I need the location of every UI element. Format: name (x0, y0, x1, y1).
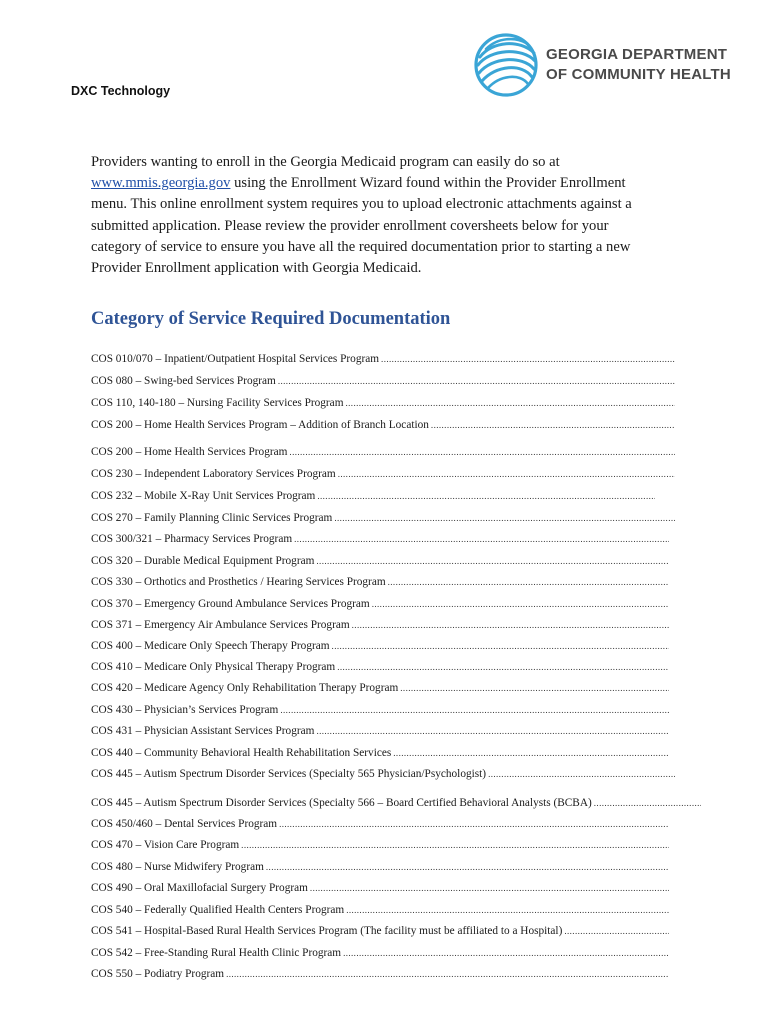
toc-entry-label: COS 470 – Vision Care Program (91, 839, 240, 851)
toc-entry[interactable] (91, 640, 669, 653)
mmis-link[interactable]: www.mmis.georgia.gov (91, 175, 231, 192)
toc-dot-leader (431, 419, 675, 432)
globe-swirl-icon (472, 31, 540, 99)
toc-entry[interactable] (91, 446, 675, 459)
toc-dot-leader (338, 468, 675, 481)
toc-dot-leader (278, 375, 675, 388)
toc-entry-label: COS 480 – Nurse Midwifery Program (91, 861, 264, 873)
toc-entry-label: COS 445 – Autism Spectrum Disorder Services (Specialty 566 – Board Certified Behavioral Analysts (BCBA) (91, 797, 592, 809)
toc-entry[interactable] (91, 661, 669, 674)
toc-entry-label: COS 440 – Community Behavioral Health Rehabilitation Services (91, 747, 392, 759)
toc-entry-label: COS 200 – Home Health Services Program – Addition of Branch Location (91, 419, 429, 431)
toc-entry[interactable] (91, 598, 669, 611)
toc-entry-label: COS 371 – Emergency Air Ambulance Services Program (91, 619, 350, 631)
intro-paragraph (91, 152, 661, 279)
toc-dot-leader (334, 512, 675, 525)
toc-entry[interactable] (91, 512, 675, 525)
toc-entry-label: COS 330 – Orthotics and Prosthetics / Hearing Services Program (91, 576, 386, 588)
toc-dot-leader (317, 490, 655, 503)
logo-line-2: OF COMMUNITY HEALTH (546, 66, 731, 83)
toc-dot-leader (594, 797, 701, 810)
toc-entry[interactable] (91, 490, 655, 503)
toc-entry-label: COS 320 – Durable Medical Equipment Program (91, 555, 315, 567)
toc-dot-leader (393, 747, 669, 760)
toc-dot-leader (372, 598, 669, 611)
toc-entry[interactable] (91, 882, 669, 895)
toc-entry[interactable] (91, 619, 669, 632)
toc-entry-label: COS 300/321 – Pharmacy Services Program (91, 533, 293, 545)
company-name: DXC Technology (71, 84, 171, 98)
toc-entry[interactable] (91, 555, 669, 568)
toc-entry[interactable] (91, 818, 669, 831)
toc-entry[interactable] (91, 861, 669, 874)
toc-entry[interactable] (91, 925, 669, 938)
toc-entry-label: COS 445 – Autism Spectrum Disorder Services (Specialty 565 Physician/Psychologist) (91, 768, 487, 780)
toc-entry-label: COS 200 – Home Health Services Program (91, 446, 288, 458)
toc-entry-label: COS 430 – Physician’s Services Program (91, 704, 279, 716)
toc-dot-leader (279, 818, 669, 831)
toc-dot-leader (289, 446, 675, 459)
toc-entry[interactable] (91, 375, 675, 388)
toc-entry-label: COS 110, 140-180 – Nursing Facility Services Program (91, 397, 344, 409)
toc-dot-leader (400, 682, 669, 695)
toc-dot-leader (280, 704, 669, 717)
toc-entry[interactable] (91, 419, 675, 432)
toc-dot-leader (346, 904, 669, 917)
toc-entry-label: COS 550 – Podiatry Program (91, 968, 225, 980)
toc-dot-leader (381, 353, 675, 366)
toc-dot-leader (316, 555, 669, 568)
toc-entry-label: COS 232 – Mobile X-Ray Unit Services Program (91, 490, 316, 502)
toc-entry-label: COS 542 – Free-Standing Rural Health Clinic Program (91, 947, 342, 959)
toc-entry-label: COS 010/070 – Inpatient/Outpatient Hospital Services Program (91, 353, 380, 365)
toc-dot-leader (388, 576, 669, 589)
toc-dot-leader (332, 640, 669, 653)
toc-dot-leader (294, 533, 669, 546)
toc-dot-leader (337, 661, 669, 674)
toc-entry[interactable] (91, 576, 669, 589)
toc-entry[interactable] (91, 353, 675, 366)
toc-entry[interactable] (91, 533, 669, 546)
toc-dot-leader (226, 968, 669, 981)
toc-entry[interactable] (91, 947, 669, 960)
toc-entry-label: COS 270 – Family Planning Clinic Services Program (91, 512, 333, 524)
toc-entry[interactable] (91, 682, 669, 695)
section-heading: Category of Service Required Documentation (91, 309, 451, 329)
toc-dot-leader (346, 397, 676, 410)
intro-text-end: using the Enrollment Wizard found within the Provider Enrollment menu. This online enrollment system requires you to upload electronic attachments against a submitted application. Please review the provider enrollment coversheets below for your category of service to ensure you have all the required documentation prior to starting a new Provider Enrollment application with Georgia Medicaid. (91, 175, 632, 277)
toc-entry[interactable] (91, 704, 669, 717)
intro-text-start: Providers wanting to enroll in the Georgia Medicaid program can easily do so at (91, 154, 560, 170)
toc-entry[interactable] (91, 839, 669, 852)
toc-dot-leader (266, 861, 669, 874)
agency-logo (472, 31, 731, 99)
toc-entry-label: COS 420 – Medicare Agency Only Rehabilitation Therapy Program (91, 682, 399, 694)
toc-entry[interactable] (91, 468, 675, 481)
toc-entry[interactable] (91, 725, 669, 738)
toc-dot-leader (352, 619, 669, 632)
toc-dot-leader (343, 947, 669, 960)
logo-line-1: GEORGIA DEPARTMENT (546, 46, 728, 63)
toc-entry[interactable] (91, 968, 669, 981)
toc-dot-leader (316, 725, 669, 738)
toc-entry-label: COS 080 – Swing-bed Services Program (91, 375, 276, 387)
toc-dot-leader (241, 839, 669, 852)
toc-dot-leader (564, 925, 669, 938)
toc-entry[interactable] (91, 797, 701, 810)
toc-entry-label: COS 230 – Independent Laboratory Services Program (91, 468, 336, 480)
toc-entry-label: COS 370 – Emergency Ground Ambulance Services Program (91, 598, 370, 610)
toc-dot-leader (310, 882, 669, 895)
toc-entry-label: COS 450/460 – Dental Services Program (91, 818, 278, 830)
toc-entry-label: COS 400 – Medicare Only Speech Therapy Program (91, 640, 330, 652)
toc-dot-leader (488, 768, 675, 781)
toc-entry-label: COS 431 – Physician Assistant Services Program (91, 725, 315, 737)
toc-entry-label: COS 490 – Oral Maxillofacial Surgery Program (91, 882, 308, 894)
toc-entry[interactable] (91, 747, 669, 760)
toc-entry-label: COS 541 – Hospital-Based Rural Health Services Program (The facility must be affiliated to a Hospital) (91, 925, 563, 937)
toc-entry[interactable] (91, 397, 675, 410)
toc-entry-label: COS 540 – Federally Qualified Health Centers Program (91, 904, 345, 916)
toc-entry[interactable] (91, 904, 669, 917)
toc-entry-label: COS 410 – Medicare Only Physical Therapy Program (91, 661, 336, 673)
toc-entry[interactable] (91, 768, 675, 781)
